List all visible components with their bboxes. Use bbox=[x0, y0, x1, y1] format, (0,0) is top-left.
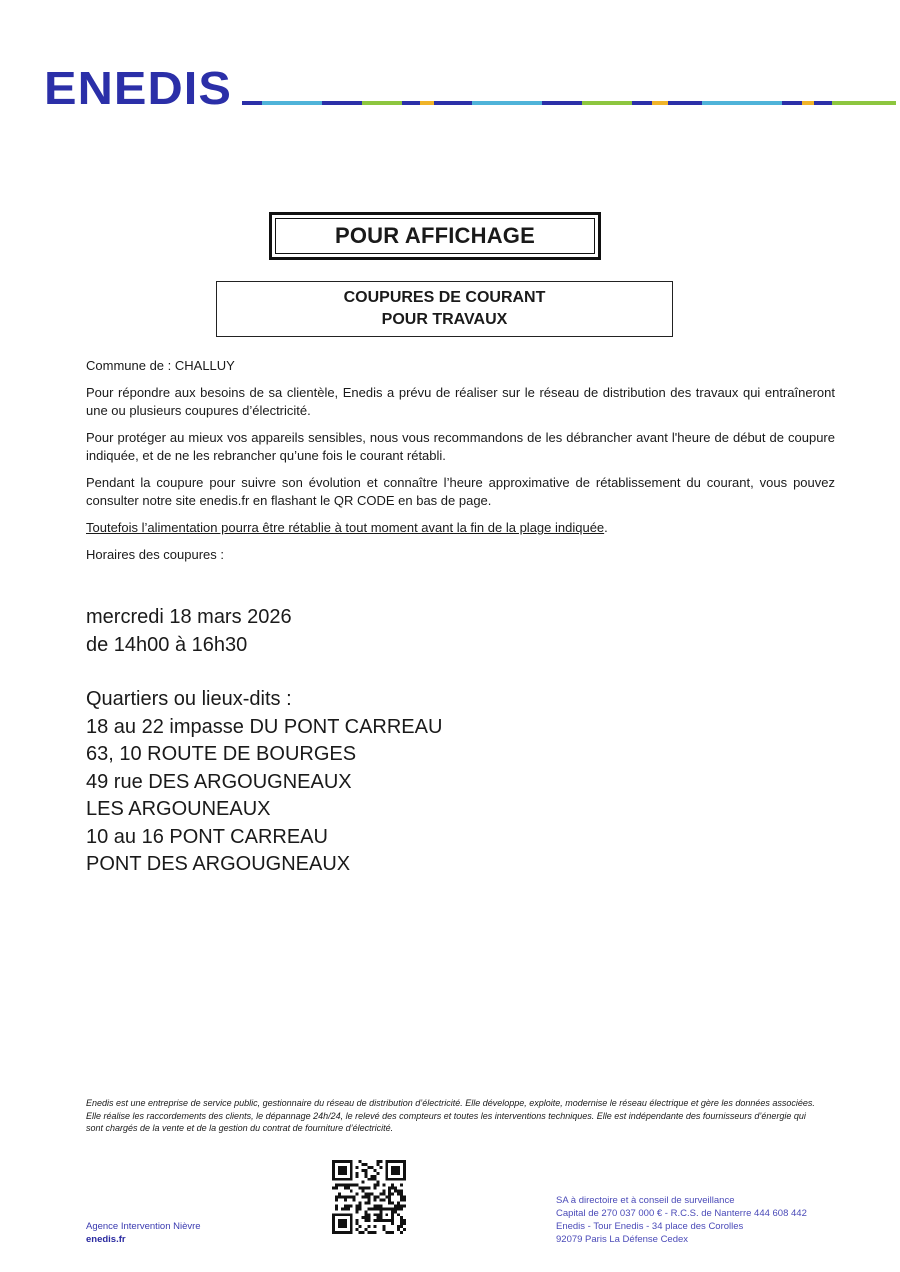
quartiers-label: Quartiers ou lieux-dits : bbox=[86, 688, 292, 710]
place-item: 18 au 22 impasse DU PONT CARREAU bbox=[86, 715, 443, 738]
restoration-underlined: Toutefois l’alimentation pourra être rétablie à tout moment avant la fin de la plage indiquée bbox=[86, 520, 605, 535]
company-line: Enedis - Tour Enedis - 34 place des Corolles bbox=[556, 1221, 744, 1232]
company-line: Capital de 270 037 000 € - R.C.S. de Nanterre 444 608 442 bbox=[556, 1208, 807, 1219]
outage-time: de 14h00 à 16h30 bbox=[86, 633, 248, 656]
place-item: PONT DES ARGOUGNEAUX bbox=[86, 853, 351, 875]
notice-body bbox=[86, 357, 835, 573]
svg-text:ENEDIS: ENEDIS bbox=[44, 66, 232, 108]
horaires-label: Horaires des coupures : bbox=[86, 547, 225, 562]
place-item: 49 rue DES ARGOUGNEAUX bbox=[86, 770, 352, 793]
qr-code-icon[interactable] bbox=[332, 1160, 406, 1234]
affichage-title: POUR AFFICHAGE bbox=[275, 218, 595, 254]
affichage-box bbox=[269, 212, 601, 260]
website-link[interactable]: enedis.fr bbox=[86, 1234, 126, 1245]
agency-name: Agence Intervention Nièvre bbox=[86, 1221, 201, 1232]
paragraph-intro: Pour répondre aux besoins de sa clientèle, Enedis a prévu de réaliser sur le réseau de distribution des travaux qui entraîneront une ou plusieurs coupures d’électricité. bbox=[86, 385, 835, 418]
company-line: SA à directoire et à conseil de surveillance bbox=[556, 1195, 735, 1206]
paragraph-restoration bbox=[86, 519, 835, 537]
company-line: 92079 Paris La Défense Cedex bbox=[556, 1234, 689, 1245]
paragraph-qr: Pendant la coupure pour suivre son évolution et connaître l’heure approximative de rétablissement du courant, vous pouvez consulter notre site enedis.fr en flashant le QR CODE en bas de page. bbox=[86, 475, 835, 508]
logo-color-rule bbox=[242, 101, 896, 105]
coupures-title-line1: COUPURES DE COURANT bbox=[343, 289, 546, 306]
outage-schedule bbox=[86, 604, 786, 879]
paragraph-appliances: Pour protéger au mieux vos appareils sensibles, nous vous recommandons de les débrancher avant l'heure de début de coupure indiquée, et de ne les rebrancher qu’une fois le courant rétabli. bbox=[86, 430, 835, 463]
footer-company-info bbox=[556, 1194, 807, 1246]
coupures-title-line2: POUR TRAVAUX bbox=[381, 311, 508, 328]
legal-notice: Enedis est une entreprise de service public, gestionnaire du réseau de distribution d’électricité. Elle développe, exploite, modernise le réseau électrique et gère les données associées. Elle réalise les raccordements des clients, le dépannage 24h/24, le relevé des compteurs et toutes les interventions techniques. Elle est indépendante des fournisseurs d’énergie qui sont chargés de la vente et de la gestion du contrat de fourniture d’électricité. bbox=[86, 1098, 815, 1133]
coupures-box bbox=[216, 281, 673, 337]
outage-date: mercredi 18 mars 2026 bbox=[86, 606, 292, 628]
footer-agency bbox=[86, 1220, 201, 1246]
place-item: LES ARGOUNEAUX bbox=[86, 798, 271, 820]
place-item: 63, 10 ROUTE DE BOURGES bbox=[86, 743, 357, 765]
restoration-period: . bbox=[604, 520, 608, 535]
commune-line: Commune de : CHALLUY bbox=[86, 358, 235, 373]
place-item: 10 au 16 PONT CARREAU bbox=[86, 825, 328, 848]
enedis-logo bbox=[44, 66, 234, 108]
